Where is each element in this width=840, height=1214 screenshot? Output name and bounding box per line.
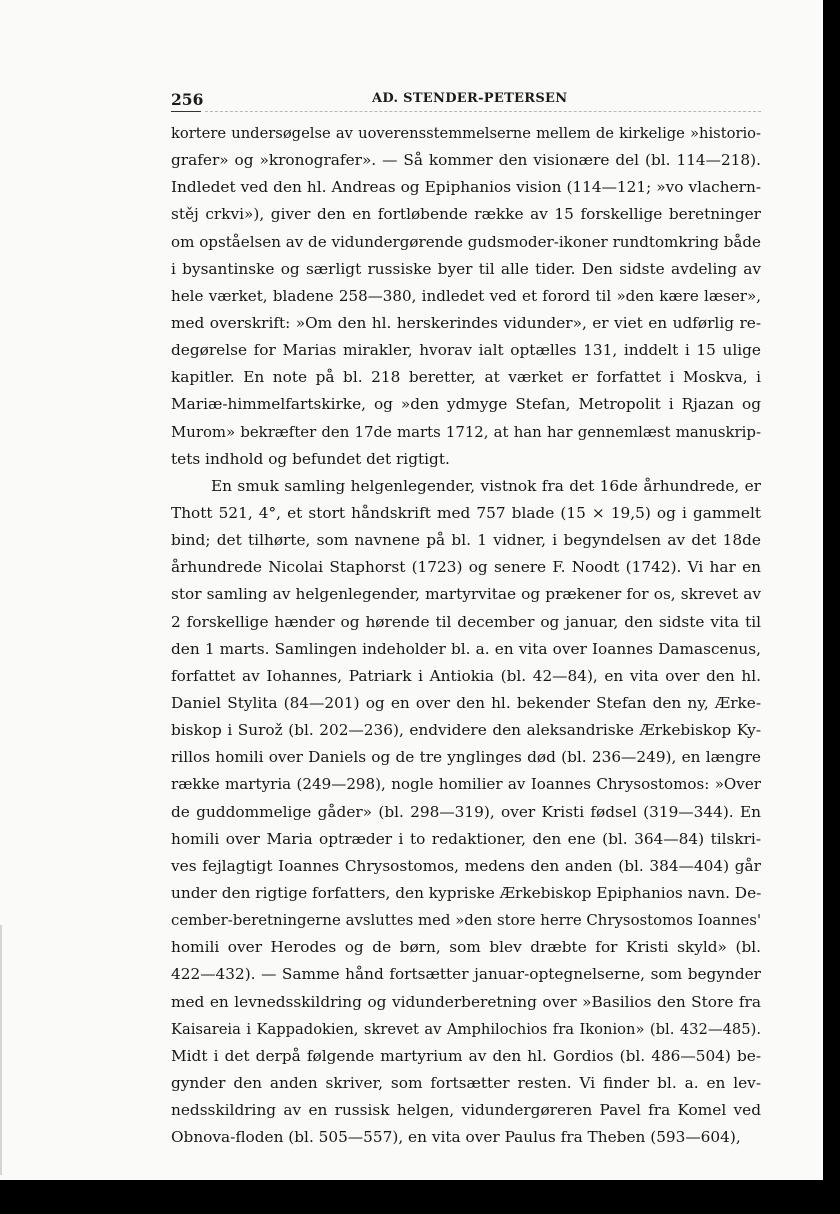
text-line: Obnova-floden (bl. 505—557), en vita over Paulus fra Theben (593—604), bbox=[171, 1128, 741, 1147]
text-line: kortere undersøgelse av uoverensstemmelserne mellem de kirkelige »historio- bbox=[171, 125, 761, 142]
text-line: bind; det tilhørte, som navnene på bl. 1 vidner, i begyndelsen av det 18de bbox=[171, 531, 761, 550]
running-head: AD. STENDER-PETERSEN bbox=[372, 91, 568, 106]
text-line: Midt i det derpå følgende martyrium av den hl. Gordios (bl. 486—504) be- bbox=[171, 1046, 761, 1065]
text-line: række martyria (249—298), nogle homilier av Ioannes Chrysostomos: »Over bbox=[171, 775, 761, 794]
text-line: stěj crkvi»), giver den en fortløbende række av 15 forskellige beretninger bbox=[171, 205, 761, 224]
text-line: En smuk samling helgenlegender, vistnok fra det 16de århundrede, er bbox=[211, 476, 761, 495]
text-line: rillos homili over Daniels og de tre ynglinges død (bl. 236—249), en længre bbox=[171, 748, 761, 767]
text-line: 422—432). — Samme hånd fortsætter januar-optegnelserne, som begynder bbox=[171, 965, 761, 984]
text-line: århundrede Nicolai Staphorst (1723) og senere F. Noodt (1742). Vi har en bbox=[171, 558, 761, 577]
text-line: forfattet av Iohannes, Patriark i Antiokia (bl. 42—84), en vita over den hl. bbox=[171, 666, 761, 685]
text-line: Murom» bekræfter den 17de marts 1712, at han har gennemlæst manuskrip- bbox=[171, 422, 761, 441]
paragraph bbox=[171, 473, 761, 1152]
text-line: homili over Maria optræder i to redaktioner, den ene (bl. 364—84) tilskri- bbox=[171, 829, 761, 848]
text-line: degørelse for Marias mirakler, hvorav ialt optælles 131, inddelt i 15 ulige bbox=[171, 341, 761, 360]
text-line: Kaisareia i Kappadokien, skrevet av Amphilochios fra Ikonion» (bl. 432—485). bbox=[171, 1020, 761, 1038]
page-header bbox=[171, 90, 761, 112]
text-line: Thott 521, 4°, et stort håndskrift med 757 blade (15 × 19,5) og i gammelt bbox=[171, 503, 761, 522]
text-line: i bysantinske og særligt russiske byer til alle tider. Den sidste avdeling av bbox=[171, 259, 761, 278]
text-line: ves fejlagtigt Ioannes Chrysostomos, medens den anden (bl. 384—404) går bbox=[171, 856, 761, 875]
scan-edge-mark bbox=[0, 925, 2, 1175]
text-line: kapitler. En note på bl. 218 beretter, at værket er forfattet i Moskva, i bbox=[171, 368, 761, 387]
text-line: cember-beretningerne avsluttes med »den store herre Chrysostomos Ioannes' bbox=[171, 911, 762, 930]
text-line: homili over Herodes og de børn, som blev dræbte for Kristi skyld» (bl. bbox=[171, 938, 761, 957]
text-line: med overskrift: »Om den hl. herskerindes vidunder», er viet en udførlig re- bbox=[171, 313, 761, 332]
header-rule-short bbox=[171, 111, 201, 112]
text-line: nedsskildring av en russisk helgen, vidundergøreren Pavel fra Komel ved bbox=[171, 1101, 761, 1120]
text-line: den 1 marts. Samlingen indeholder bl. a. en vita over Ioannes Damascenus, bbox=[171, 639, 761, 658]
text-line: gynder den anden skriver, som fortsætter resten. Vi finder bl. a. en lev- bbox=[171, 1073, 761, 1092]
text-line: hele værket, bladene 258—380, indledet ved et forord til »den kære læser», bbox=[171, 286, 761, 305]
text-line: Indledet ved den hl. Andreas og Epiphanios vision (114—121; »vo vlachern- bbox=[171, 178, 761, 197]
text-line: stor samling av helgenlegender, martyrvitae og prækener for os, skrevet av bbox=[171, 585, 761, 604]
paragraph bbox=[171, 120, 761, 473]
page-number: 256 bbox=[171, 90, 204, 109]
text-line: biskop i Surož (bl. 202—236), endvidere den aleksandriske Ærkebiskop Ky- bbox=[171, 721, 761, 740]
text-line: under den rigtige forfatters, den kypriske Ærkebiskop Epiphanios navn. De- bbox=[171, 883, 762, 902]
text-line: tets indhold og befundet det rigtigt. bbox=[171, 449, 450, 468]
header-rule-long bbox=[205, 111, 761, 112]
text-line: med en levnedsskildring og vidunderberetning over »Basilios den Store fra bbox=[171, 992, 761, 1011]
text-line: om opståelsen av de vidundergørende gudsmoder-ikoner rundtomkring både bbox=[171, 232, 761, 251]
text-line: 2 forskellige hænder og hørende til december og januar, den sidste vita til bbox=[171, 612, 761, 631]
text-line: Mariæ-himmelfartskirke, og »den ydmyge Stefan, Metropolit i Rjazan og bbox=[171, 395, 761, 414]
text-line: grafer» og »kronografer». — Så kommer den visionære del (bl. 114—218). bbox=[171, 151, 761, 170]
text-line: Daniel Stylita (84—201) og en over den hl. bekender Stefan den ny, Ærke- bbox=[171, 693, 761, 712]
text-line: de guddommelige gåder» (bl. 298—319), over Kristi fødsel (319—344). En bbox=[171, 802, 761, 821]
body-text bbox=[171, 120, 761, 1151]
